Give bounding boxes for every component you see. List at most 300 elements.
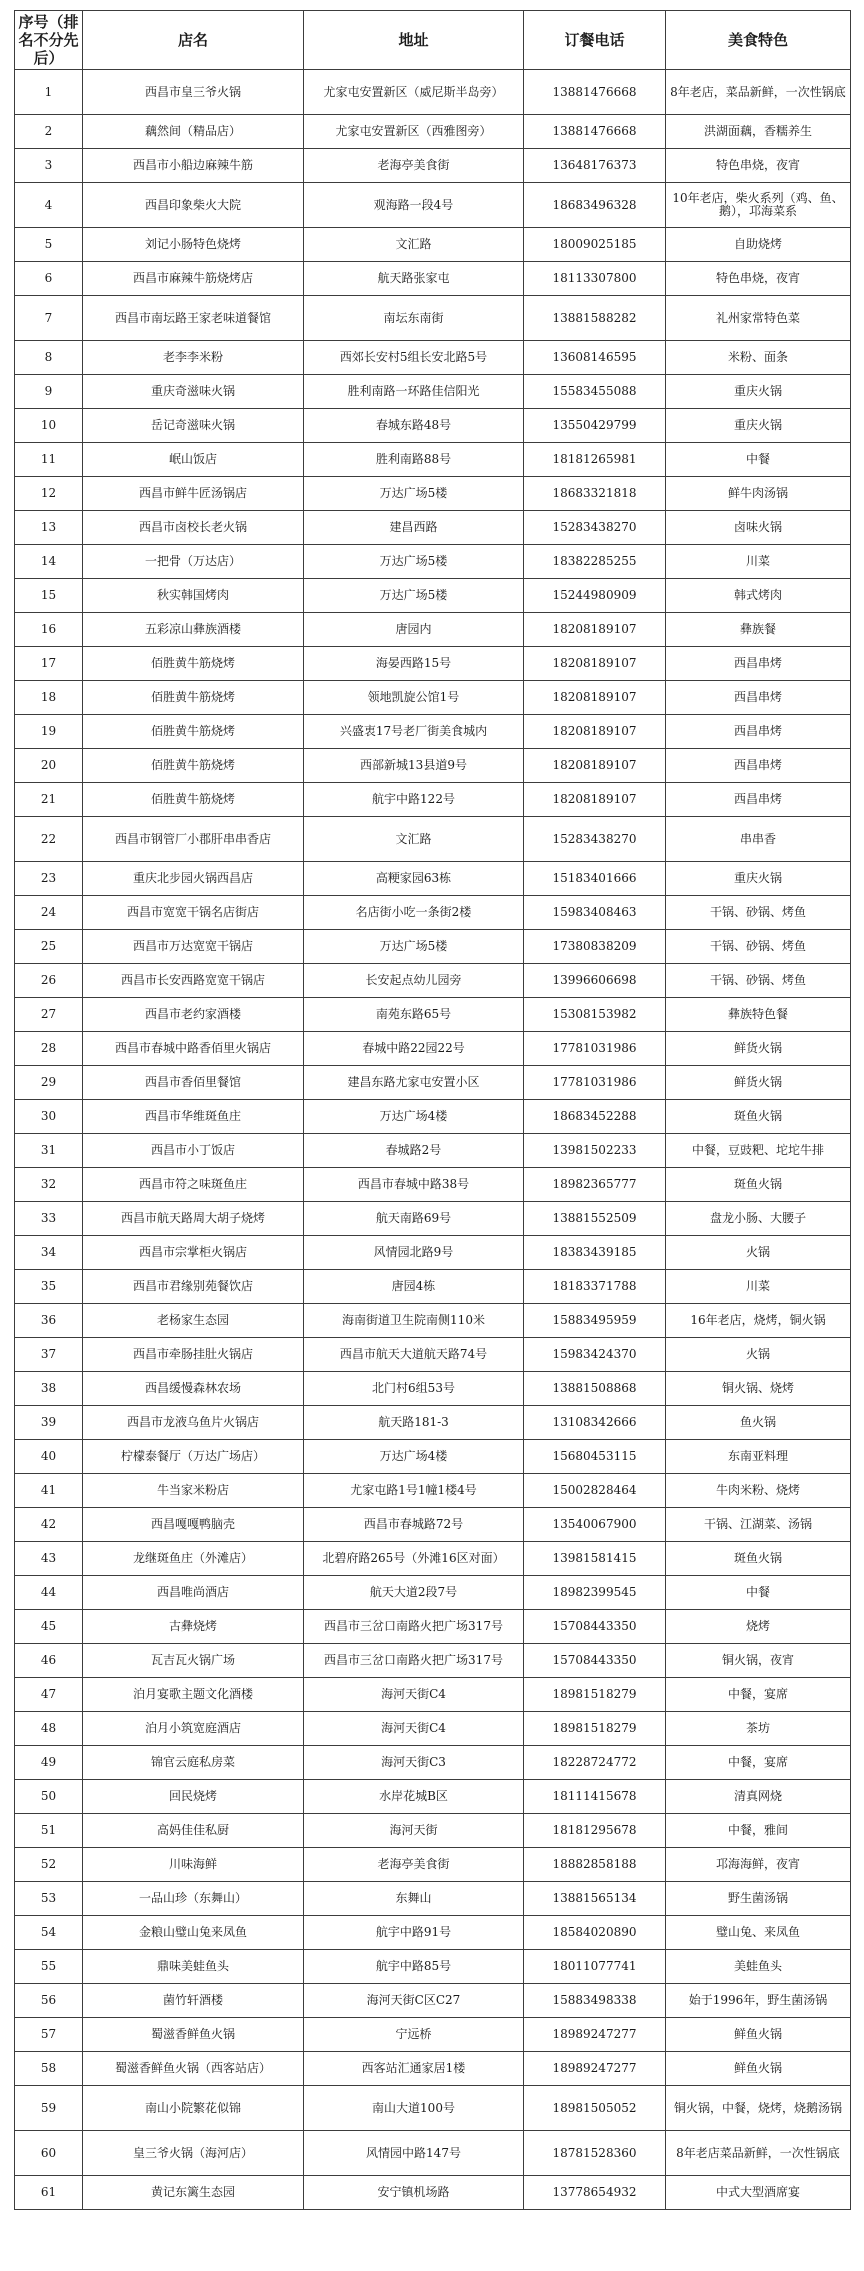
cell-phone: 18228724772 [524,1746,666,1780]
cell-address: 西昌市航天大道航天路74号 [304,1338,524,1372]
cell-phone: 18981518279 [524,1678,666,1712]
cell-name: 西昌市春城中路香佰里火锅店 [83,1032,304,1066]
cell-phone: 18011077741 [524,1950,666,1984]
cell-address: 万达广场5楼 [304,545,524,579]
cell-name: 西昌市长安西路宽宽干锅店 [83,964,304,998]
table-row [15,443,851,477]
cell-index: 50 [15,1780,83,1814]
cell-feature: 洪湖面藕，香糯养生 [666,115,851,149]
cell-phone: 13981502233 [524,1134,666,1168]
table-row [15,1372,851,1406]
cell-feature: 中餐 [666,1576,851,1610]
cell-index: 15 [15,579,83,613]
table-row [15,1440,851,1474]
cell-feature: 8年老店菜品新鲜，一次性锅底 [666,2131,851,2176]
cell-name: 龙继斑鱼庄（外滩店） [83,1542,304,1576]
cell-phone: 13608146595 [524,341,666,375]
cell-name: 老杨家生态园 [83,1304,304,1338]
cell-phone: 13778654932 [524,2176,666,2210]
cell-name: 西昌市老约家酒楼 [83,998,304,1032]
cell-name: 一把骨（万达店） [83,545,304,579]
cell-feature: 16年老店，烧烤，铜火锅 [666,1304,851,1338]
cell-address: 观海路一段4号 [304,183,524,228]
cell-address: 春城中路22园22号 [304,1032,524,1066]
cell-feature: 川菜 [666,1270,851,1304]
cell-feature: 10年老店，柴火系列（鸡、鱼、鹅），邛海菜系 [666,183,851,228]
cell-feature: 米粉、面条 [666,341,851,375]
cell-name: 西昌市南坛路王家老味道餐馆 [83,296,304,341]
cell-phone: 15708443350 [524,1610,666,1644]
cell-index: 4 [15,183,83,228]
cell-address: 长安起点幼儿园旁 [304,964,524,998]
cell-address: 航天大道2段7号 [304,1576,524,1610]
cell-index: 47 [15,1678,83,1712]
cell-phone: 18181295678 [524,1814,666,1848]
cell-feature: 川菜 [666,545,851,579]
cell-address: 航宇中路85号 [304,1950,524,1984]
cell-phone: 18383439185 [524,1236,666,1270]
cell-phone: 18208189107 [524,613,666,647]
cell-feature: 鲜鱼火锅 [666,2052,851,2086]
cell-name: 黄记东篱生态园 [83,2176,304,2210]
cell-index: 14 [15,545,83,579]
cell-phone: 15983424370 [524,1338,666,1372]
cell-feature: 鲜牛肉汤锅 [666,477,851,511]
cell-feature: 干锅、砂锅、烤鱼 [666,930,851,964]
cell-feature: 火锅 [666,1236,851,1270]
cell-index: 54 [15,1916,83,1950]
cell-name: 佰胜黄牛筋烧烤 [83,715,304,749]
table-row [15,1236,851,1270]
cell-index: 35 [15,1270,83,1304]
cell-feature: 始于1996年，野生菌汤锅 [666,1984,851,2018]
table-row [15,1406,851,1440]
cell-name: 锦官云庭私房菜 [83,1746,304,1780]
table-row [15,930,851,964]
cell-phone: 15708443350 [524,1644,666,1678]
cell-address: 航宇中路122号 [304,783,524,817]
cell-address: 高粳家园63栋 [304,862,524,896]
cell-name: 皇三爷火锅（海河店） [83,2131,304,2176]
table-row [15,749,851,783]
table-row [15,1338,851,1372]
table-row [15,2086,851,2131]
cell-feature: 野生菌汤锅 [666,1882,851,1916]
cell-index: 59 [15,2086,83,2131]
cell-index: 41 [15,1474,83,1508]
cell-address: 春城东路48号 [304,409,524,443]
cell-name: 刘记小肠特色烧烤 [83,228,304,262]
cell-feature: 串串香 [666,817,851,862]
cell-address: 航宇中路91号 [304,1916,524,1950]
cell-index: 21 [15,783,83,817]
cell-name: 泊月宴歌主题文化酒楼 [83,1678,304,1712]
cell-index: 39 [15,1406,83,1440]
cell-feature: 重庆火锅 [666,862,851,896]
cell-index: 32 [15,1168,83,1202]
cell-address: 西昌市三岔口南路火把广场317号 [304,1610,524,1644]
cell-index: 30 [15,1100,83,1134]
table-row [15,149,851,183]
cell-feature: 西昌串烤 [666,647,851,681]
cell-phone: 18981518279 [524,1712,666,1746]
table-row [15,1066,851,1100]
table-row [15,1780,851,1814]
cell-address: 兴盛衷17号老厂街美食城内 [304,715,524,749]
cell-phone: 13881588282 [524,296,666,341]
cell-feature: 邛海海鲜，夜宵 [666,1848,851,1882]
cell-name: 高妈佳佳私厨 [83,1814,304,1848]
cell-phone: 17781031986 [524,1066,666,1100]
cell-index: 17 [15,647,83,681]
table-row [15,1134,851,1168]
table-row [15,998,851,1032]
cell-feature: 彝族特色餐 [666,998,851,1032]
cell-address: 唐园4栋 [304,1270,524,1304]
header-index: 序号（排名不分先后） [15,11,83,70]
table-row [15,1304,851,1338]
cell-name: 西昌市符之味斑鱼庄 [83,1168,304,1202]
table-row [15,115,851,149]
cell-address: 老海亭美食街 [304,1848,524,1882]
table-row [15,1644,851,1678]
cell-name: 佰胜黄牛筋烧烤 [83,681,304,715]
cell-name: 西昌印象柴火大院 [83,183,304,228]
cell-phone: 15283438270 [524,817,666,862]
cell-phone: 13881565134 [524,1882,666,1916]
table-row [15,1270,851,1304]
table-row [15,183,851,228]
cell-index: 31 [15,1134,83,1168]
cell-name: 泊月小筑宽庭酒店 [83,1712,304,1746]
cell-phone: 13648176373 [524,149,666,183]
cell-address: 建昌东路尤家屯安置小区 [304,1066,524,1100]
cell-name: 西昌市航天路周大胡子烧烤 [83,1202,304,1236]
cell-index: 23 [15,862,83,896]
cell-address: 万达广场4楼 [304,1100,524,1134]
cell-index: 55 [15,1950,83,1984]
cell-phone: 18781528360 [524,2131,666,2176]
header-address: 地址 [304,11,524,70]
cell-feature: 烧烤 [666,1610,851,1644]
table-row [15,477,851,511]
cell-index: 56 [15,1984,83,2018]
table-row [15,1576,851,1610]
cell-name: 西昌市麻辣牛筋烧烤店 [83,262,304,296]
cell-address: 尤家屯路1号1幢1楼4号 [304,1474,524,1508]
cell-index: 42 [15,1508,83,1542]
cell-feature: 干锅、砂锅、烤鱼 [666,896,851,930]
table-row [15,375,851,409]
table-row [15,647,851,681]
cell-phone: 18113307800 [524,262,666,296]
cell-name: 鼎味美蛙鱼头 [83,1950,304,1984]
cell-address: 航天路181-3 [304,1406,524,1440]
table-row [15,862,851,896]
cell-phone: 18989247277 [524,2052,666,2086]
cell-phone: 18683452288 [524,1100,666,1134]
cell-address: 航天路张家屯 [304,262,524,296]
cell-address: 北碧府路265号（外滩16区对面） [304,1542,524,1576]
table-row [15,1168,851,1202]
cell-feature: 西昌串烤 [666,681,851,715]
cell-address: 万达广场5楼 [304,477,524,511]
header-name: 店名 [83,11,304,70]
cell-phone: 18208189107 [524,681,666,715]
cell-name: 西昌市牵肠挂肚火锅店 [83,1338,304,1372]
cell-index: 40 [15,1440,83,1474]
table-row [15,1100,851,1134]
cell-name: 菌竹轩酒楼 [83,1984,304,2018]
cell-phone: 13881508868 [524,1372,666,1406]
cell-phone: 18111415678 [524,1780,666,1814]
cell-feature: 西昌串烤 [666,783,851,817]
table-row [15,1882,851,1916]
table-row [15,2131,851,2176]
cell-feature: 鲜货火锅 [666,1066,851,1100]
cell-name: 蜀滋香鲜鱼火锅（西客站店） [83,2052,304,2086]
cell-phone: 13108342666 [524,1406,666,1440]
cell-feature: 清真网烧 [666,1780,851,1814]
cell-feature: 鲜鱼火锅 [666,2018,851,2052]
cell-name: 西昌唯尚酒店 [83,1576,304,1610]
cell-phone: 18208189107 [524,749,666,783]
cell-phone: 13881552509 [524,1202,666,1236]
cell-feature: 彝族餐 [666,613,851,647]
cell-name: 瓦吉瓦火锅广场 [83,1644,304,1678]
cell-feature: 牛肉米粉、烧烤 [666,1474,851,1508]
table-row [15,2052,851,2086]
table-row [15,783,851,817]
cell-name: 秋实韩国烤肉 [83,579,304,613]
cell-feature: 8年老店，菜品新鲜，一次性锅底 [666,70,851,115]
cell-feature: 中餐，宴席 [666,1678,851,1712]
cell-index: 49 [15,1746,83,1780]
table-row [15,681,851,715]
cell-feature: 特色串烧，夜宵 [666,149,851,183]
cell-index: 20 [15,749,83,783]
cell-name: 佰胜黄牛筋烧烤 [83,647,304,681]
cell-index: 33 [15,1202,83,1236]
cell-index: 16 [15,613,83,647]
cell-name: 西昌市香佰里餐馆 [83,1066,304,1100]
cell-name: 岳记奇滋味火锅 [83,409,304,443]
cell-feature: 鲜货火锅 [666,1032,851,1066]
table-header-row [15,11,851,70]
cell-phone: 18683321818 [524,477,666,511]
cell-phone: 15308153982 [524,998,666,1032]
table-body [15,70,851,2210]
cell-phone: 13996606698 [524,964,666,998]
cell-index: 6 [15,262,83,296]
cell-phone: 15583455088 [524,375,666,409]
cell-address: 南坛东南街 [304,296,524,341]
table-row [15,1508,851,1542]
cell-name: 柠檬泰餐厅（万达广场店） [83,1440,304,1474]
header-phone: 订餐电话 [524,11,666,70]
table-row [15,1032,851,1066]
cell-feature: 鱼火锅 [666,1406,851,1440]
cell-phone: 18981505052 [524,2086,666,2131]
cell-name: 西昌市皇三爷火锅 [83,70,304,115]
cell-address: 北门村6组53号 [304,1372,524,1406]
cell-address: 西昌市三岔口南路火把广场317号 [304,1644,524,1678]
table-row [15,296,851,341]
cell-phone: 18009025185 [524,228,666,262]
cell-name: 西昌缓慢森林农场 [83,1372,304,1406]
cell-feature: 铜火锅、烧烤 [666,1372,851,1406]
cell-feature: 中餐 [666,443,851,477]
cell-index: 37 [15,1338,83,1372]
cell-phone: 18208189107 [524,783,666,817]
table-row [15,2176,851,2210]
cell-index: 44 [15,1576,83,1610]
cell-name: 南山小院繁花似锦 [83,2086,304,2131]
cell-index: 43 [15,1542,83,1576]
table-row [15,545,851,579]
table-row [15,579,851,613]
table-row [15,511,851,545]
cell-feature: 干锅、江湖菜、汤锅 [666,1508,851,1542]
cell-address: 胜利南路一环路佳信阳光 [304,375,524,409]
cell-name: 岷山饭店 [83,443,304,477]
cell-name: 佰胜黄牛筋烧烤 [83,783,304,817]
cell-index: 58 [15,2052,83,2086]
header-feature: 美食特色 [666,11,851,70]
cell-feature: 盘龙小肠、大腰子 [666,1202,851,1236]
cell-name: 重庆北步园火锅西昌店 [83,862,304,896]
cell-name: 金粮山璧山兔来凤鱼 [83,1916,304,1950]
cell-address: 尤家屯安置新区（威尼斯半岛旁） [304,70,524,115]
cell-name: 西昌市万达宽宽干锅店 [83,930,304,964]
cell-phone: 15983408463 [524,896,666,930]
cell-name: 一品山珍（东舞山） [83,1882,304,1916]
cell-address: 风情园中路147号 [304,2131,524,2176]
cell-feature: 铜火锅，夜宵 [666,1644,851,1678]
cell-address: 东舞山 [304,1882,524,1916]
table-row [15,1610,851,1644]
cell-name: 西昌市小丁饭店 [83,1134,304,1168]
cell-name: 佰胜黄牛筋烧烤 [83,749,304,783]
cell-index: 25 [15,930,83,964]
cell-name: 牛当家米粉店 [83,1474,304,1508]
cell-address: 安宁镇机场路 [304,2176,524,2210]
cell-name: 蜀滋香鲜鱼火锅 [83,2018,304,2052]
table-row [15,228,851,262]
cell-phone: 13550429799 [524,409,666,443]
cell-phone: 18982365777 [524,1168,666,1202]
cell-feature: 礼州家常特色菜 [666,296,851,341]
table-row [15,613,851,647]
cell-index: 61 [15,2176,83,2210]
cell-address: 海河天街C4 [304,1678,524,1712]
cell-address: 西部新城13县道9号 [304,749,524,783]
cell-index: 9 [15,375,83,409]
cell-address: 万达广场4楼 [304,1440,524,1474]
cell-name: 西昌市华维斑鱼庄 [83,1100,304,1134]
cell-index: 38 [15,1372,83,1406]
cell-index: 10 [15,409,83,443]
cell-address: 建昌西路 [304,511,524,545]
cell-feature: 中餐，雅间 [666,1814,851,1848]
table-row [15,262,851,296]
cell-name: 西昌市宽宽干锅名店街店 [83,896,304,930]
cell-index: 1 [15,70,83,115]
cell-address: 领地凯旋公馆1号 [304,681,524,715]
cell-name: 西昌市君缘别苑餐饮店 [83,1270,304,1304]
cell-phone: 18181265981 [524,443,666,477]
cell-address: 老海亭美食街 [304,149,524,183]
cell-phone: 17380838209 [524,930,666,964]
cell-name: 五彩凉山彝族酒楼 [83,613,304,647]
cell-address: 西郊长安村5组长安北路5号 [304,341,524,375]
cell-name: 藕然间（精品店） [83,115,304,149]
cell-phone: 15883495959 [524,1304,666,1338]
table-row [15,1474,851,1508]
cell-phone: 13881476668 [524,115,666,149]
cell-address: 水岸花城B区 [304,1780,524,1814]
table-row [15,715,851,749]
cell-name: 西昌市鲜牛匠汤锅店 [83,477,304,511]
cell-index: 27 [15,998,83,1032]
cell-feature: 重庆火锅 [666,375,851,409]
cell-feature: 斑鱼火锅 [666,1168,851,1202]
cell-name: 西昌市龙液乌鱼片火锅店 [83,1406,304,1440]
table-row [15,964,851,998]
cell-feature: 东南亚料理 [666,1440,851,1474]
cell-index: 48 [15,1712,83,1746]
cell-address: 风情园北路9号 [304,1236,524,1270]
table-row [15,1950,851,1984]
cell-phone: 18989247277 [524,2018,666,2052]
cell-index: 19 [15,715,83,749]
cell-address: 海河天街 [304,1814,524,1848]
cell-name: 老李李米粉 [83,341,304,375]
cell-index: 29 [15,1066,83,1100]
table-row [15,1712,851,1746]
cell-index: 57 [15,2018,83,2052]
cell-feature: 卤味火锅 [666,511,851,545]
cell-phone: 15002828464 [524,1474,666,1508]
cell-phone: 15283438270 [524,511,666,545]
cell-index: 7 [15,296,83,341]
table-row [15,409,851,443]
cell-index: 46 [15,1644,83,1678]
table-row [15,70,851,115]
cell-address: 海晏西路15号 [304,647,524,681]
cell-index: 5 [15,228,83,262]
cell-phone: 18982399545 [524,1576,666,1610]
cell-address: 胜利南路88号 [304,443,524,477]
cell-index: 28 [15,1032,83,1066]
cell-feature: 中式大型酒席宴 [666,2176,851,2210]
cell-phone: 13881476668 [524,70,666,115]
cell-address: 文汇路 [304,817,524,862]
cell-address: 海河天街C区C27 [304,1984,524,2018]
cell-name: 重庆奇滋味火锅 [83,375,304,409]
cell-phone: 18208189107 [524,715,666,749]
cell-feature: 美蛙鱼头 [666,1950,851,1984]
table-row [15,896,851,930]
cell-index: 8 [15,341,83,375]
cell-index: 22 [15,817,83,862]
cell-name: 川味海鲜 [83,1848,304,1882]
cell-address: 南山大道100号 [304,2086,524,2131]
cell-index: 24 [15,896,83,930]
cell-address: 宁远桥 [304,2018,524,2052]
cell-index: 13 [15,511,83,545]
cell-name: 西昌嘎嘎鸭脑壳 [83,1508,304,1542]
